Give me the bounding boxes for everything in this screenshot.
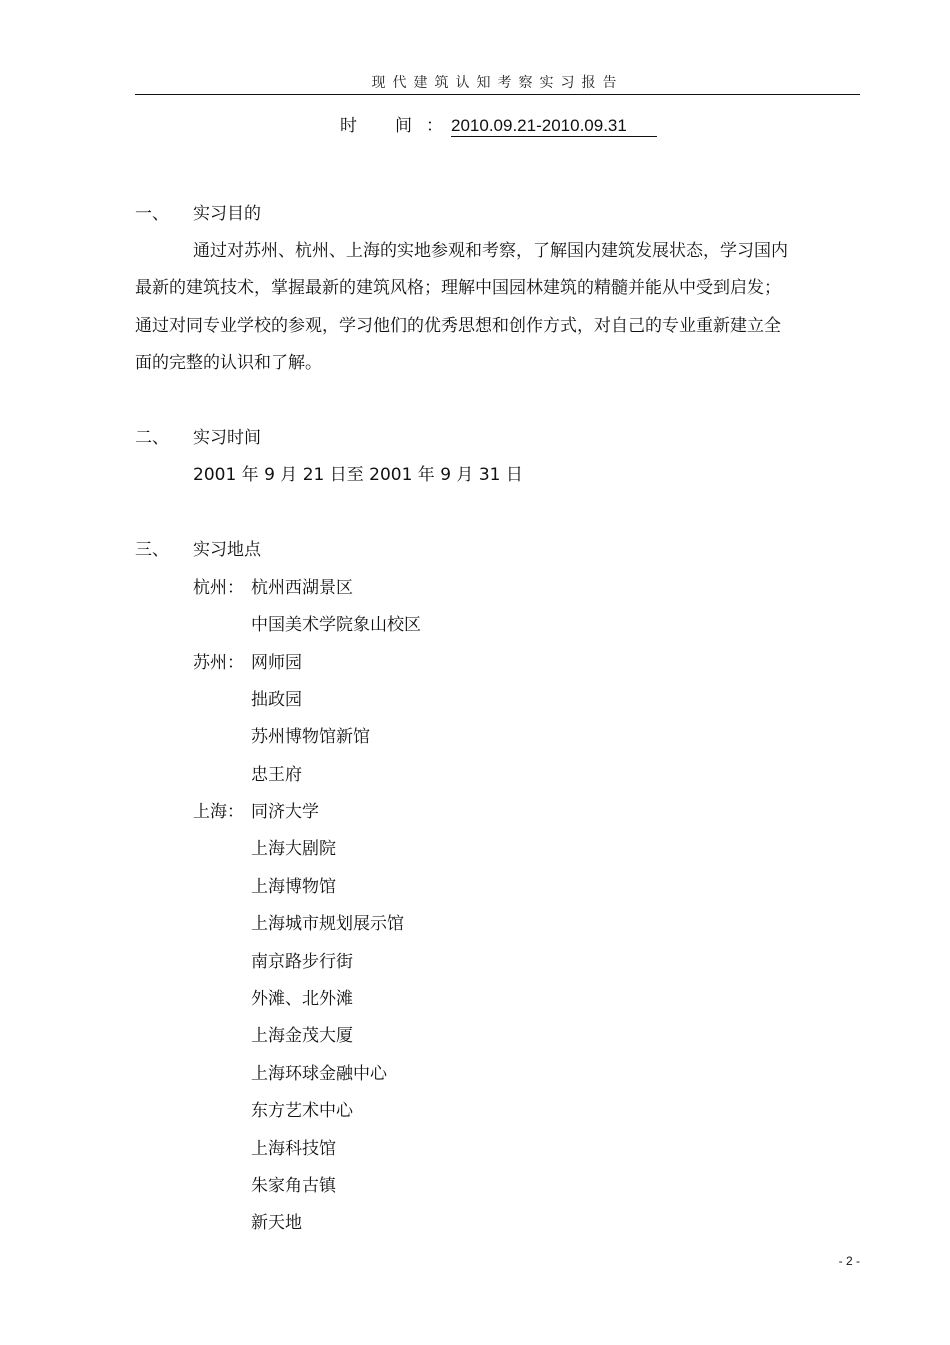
place-item: 东方艺术中心 bbox=[251, 1101, 353, 1121]
time-row bbox=[340, 111, 657, 137]
place-item: 上海金茂大厦 bbox=[251, 1026, 353, 1046]
section2-text: 2001 年 9 月 21 日至 2001 年 9 月 31 日 bbox=[193, 465, 523, 485]
section1-line-3: 通过对同专业学校的参观，学习他们的优秀思想和创作方式，对自己的专业重新建立全 bbox=[135, 316, 781, 336]
place-item: 同济大学 bbox=[251, 802, 319, 822]
city-label-shanghai: 上海： bbox=[193, 802, 244, 822]
place-item: 忠王府 bbox=[251, 765, 302, 785]
place-item: 外滩、北外滩 bbox=[251, 989, 353, 1009]
time-label-1: 时 bbox=[340, 116, 357, 136]
place-item: 上海环球金融中心 bbox=[251, 1064, 387, 1084]
place-item: 上海科技馆 bbox=[251, 1139, 336, 1159]
running-header-title: 现代建筑认知考察实习报告 bbox=[371, 75, 624, 91]
city-label-suzhou: 苏州： bbox=[193, 653, 244, 673]
place-item: 中国美术学院象山校区 bbox=[251, 615, 421, 635]
place-item: 南京路步行街 bbox=[251, 952, 353, 972]
place-item: 新天地 bbox=[251, 1213, 302, 1233]
section1-line-2: 最新的建筑技术，掌握最新的建筑风格；理解中国园林建筑的精髓并能从中受到启发； bbox=[135, 278, 781, 298]
header-rule bbox=[135, 94, 860, 95]
section2-heading: 实习时间 bbox=[193, 428, 261, 448]
place-item: 苏州博物馆新馆 bbox=[251, 727, 370, 747]
section1-line-1: 通过对苏州、杭州、上海的实地参观和考察，了解国内建筑发展状态，学习国内 bbox=[193, 241, 788, 261]
place-item: 杭州西湖景区 bbox=[251, 578, 353, 598]
section1-heading: 实习目的 bbox=[193, 204, 261, 224]
place-item: 上海城市规划展示馆 bbox=[251, 914, 404, 934]
section3-heading: 实习地点 bbox=[193, 540, 261, 560]
place-item: 上海大剧院 bbox=[251, 839, 336, 859]
place-item: 上海博物馆 bbox=[251, 877, 336, 897]
city-label-hangzhou: 杭州： bbox=[193, 578, 244, 598]
section1-number: 一、 bbox=[135, 204, 169, 224]
place-item: 拙政园 bbox=[251, 690, 302, 710]
time-colon: ： bbox=[426, 116, 443, 136]
place-item: 朱家角古镇 bbox=[251, 1176, 336, 1196]
page-number: - 2 - bbox=[838, 1254, 860, 1268]
time-value: 2010.09.21-2010.09.31 bbox=[451, 116, 657, 137]
place-item: 网师园 bbox=[251, 653, 302, 673]
time-label-2: 间 bbox=[395, 116, 412, 136]
section2-number: 二、 bbox=[135, 428, 169, 448]
section3-number: 三、 bbox=[135, 540, 169, 560]
section1-line-4: 面的完整的认识和了解。 bbox=[135, 353, 322, 373]
